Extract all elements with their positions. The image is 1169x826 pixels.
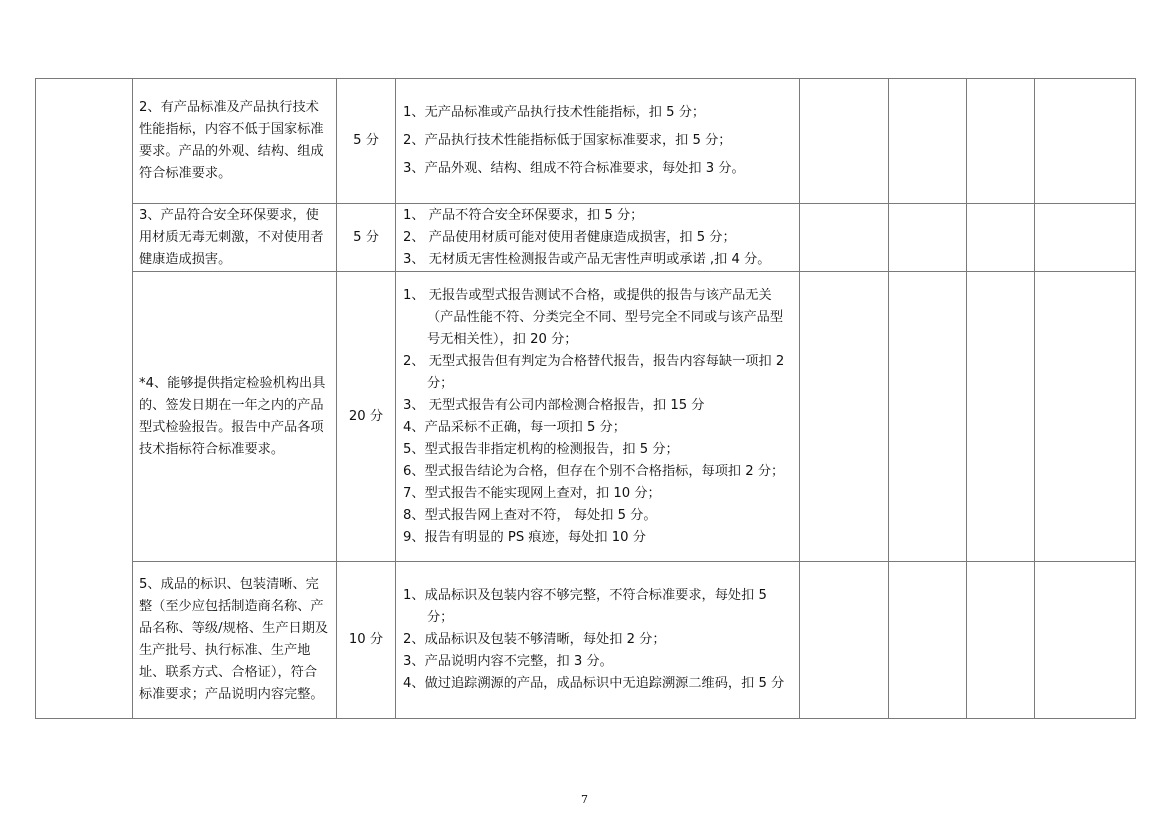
deduction-rules-cell xyxy=(396,272,800,562)
blank-cell xyxy=(967,204,1035,272)
deduction-rule: 4、产品采标不正确，每一项扣 5 分； xyxy=(403,419,626,435)
deduction-rule: 2、成品标识及包装不够清晰，每处扣 2 分； xyxy=(403,632,666,647)
deduction-rule: 3、 无型式报告有公司内部检测合格报告，扣 15 分 xyxy=(403,397,705,413)
deduction-rule: 2、 无型式报告但有判定为合格替代报告，报告内容每缺一项扣 2 分； xyxy=(403,353,785,391)
requirement-text: 2、有产品标准及产品执行技术性能指标，内容不低于国家标准要求。产品的外观、结构、组成符合标准要求。 xyxy=(139,100,324,181)
blank-cell xyxy=(967,79,1035,204)
blank-cell xyxy=(1035,562,1136,719)
blank-cell xyxy=(889,562,967,719)
blank-cell xyxy=(1035,272,1136,562)
deduction-rule: 3、产品外观、结构、组成不符合标准要求，每处扣 3 分。 xyxy=(403,161,745,176)
score-cell: 5 分 xyxy=(337,79,396,204)
deduction-rules-cell xyxy=(396,204,800,272)
deduction-rule: 1、无产品标准或产品执行技术性能指标，扣 5 分； xyxy=(403,105,706,120)
blank-cell xyxy=(967,562,1035,719)
requirement-text: 3、产品符合安全环保要求，使用材质无毒无刺激，不对使用者健康造成损害。 xyxy=(139,207,324,267)
blank-cell xyxy=(889,272,967,562)
deduction-rule: 3、 无材质无害性检测报告或产品无害性声明或承诺 ,扣 4 分。 xyxy=(403,251,771,267)
table-row xyxy=(36,272,1136,562)
blank-cell xyxy=(889,79,967,204)
blank-cell xyxy=(1035,204,1136,272)
deduction-rule: 3、产品说明内容不完整，扣 3 分。 xyxy=(403,654,613,669)
blank-cell xyxy=(967,272,1035,562)
deduction-rule: 1、 无报告或型式报告测试不合格，或提供的报告与该产品无关（产品性能不符、分类完全不同、型号完全不同或与该产品型号无相关性），扣 20 分； xyxy=(403,287,784,347)
deduction-rule: 5、型式报告非指定机构的检测报告，扣 5 分； xyxy=(403,441,679,457)
table-row xyxy=(36,204,1136,272)
deduction-rule: 8、型式报告网上查对不符， 每处扣 5 分。 xyxy=(403,507,657,523)
requirement-cell xyxy=(133,272,337,562)
score-cell: 5 分 xyxy=(337,204,396,272)
blank-cell xyxy=(800,562,889,719)
deduction-rule: 2、 产品使用材质可能对使用者健康造成损害，扣 5 分； xyxy=(403,229,736,245)
blank-cell xyxy=(889,204,967,272)
blank-cell xyxy=(800,79,889,204)
category-cell xyxy=(36,79,133,719)
deduction-rule: 4、做过追踪溯源的产品，成品标识中无追踪溯源二维码，扣 5 分 xyxy=(403,676,785,691)
score-cell: 10 分 xyxy=(337,562,396,719)
deduction-rules-cell xyxy=(396,79,800,204)
blank-cell xyxy=(800,272,889,562)
requirement-text: *4、能够提供指定检验机构出具的、签发日期在一年之内的产品型式检验报告。报告中产品各项技术指标符合标准要求。 xyxy=(139,375,326,457)
blank-cell xyxy=(1035,79,1136,204)
score-cell: 20 分 xyxy=(337,272,396,562)
table-row xyxy=(36,79,1136,204)
deduction-rule: 1、成品标识及包装内容不够完整，不符合标准要求，每处扣 5 分； xyxy=(403,588,767,625)
requirement-cell xyxy=(133,562,337,719)
requirement-text: 5、成品的标识、包装清晰、完整（至少应包括制造商名称、产品名称、等级/规格、生产日期及生产批号、执行标准、生产地址、联系方式、合格证），符合标准要求；产品说明内容完整。 xyxy=(139,577,329,702)
requirement-cell xyxy=(133,204,337,272)
deduction-rule: 2、产品执行技术性能指标低于国家标准要求，扣 5 分； xyxy=(403,133,732,148)
table-row xyxy=(36,562,1136,719)
deduction-rule: 1、 产品不符合安全环保要求，扣 5 分； xyxy=(403,207,644,223)
deduction-rules-cell xyxy=(396,562,800,719)
deduction-rule: 9、报告有明显的 PS 痕迹，每处扣 10 分 xyxy=(403,529,646,545)
page-number: 7 xyxy=(581,793,588,806)
scoring-criteria-table xyxy=(35,78,1136,719)
blank-cell xyxy=(800,204,889,272)
deduction-rule: 7、型式报告不能实现网上查对，扣 10 分； xyxy=(403,485,661,501)
requirement-cell xyxy=(133,79,337,204)
deduction-rule: 6、型式报告结论为合格，但存在个别不合格指标，每项扣 2 分； xyxy=(403,463,785,479)
